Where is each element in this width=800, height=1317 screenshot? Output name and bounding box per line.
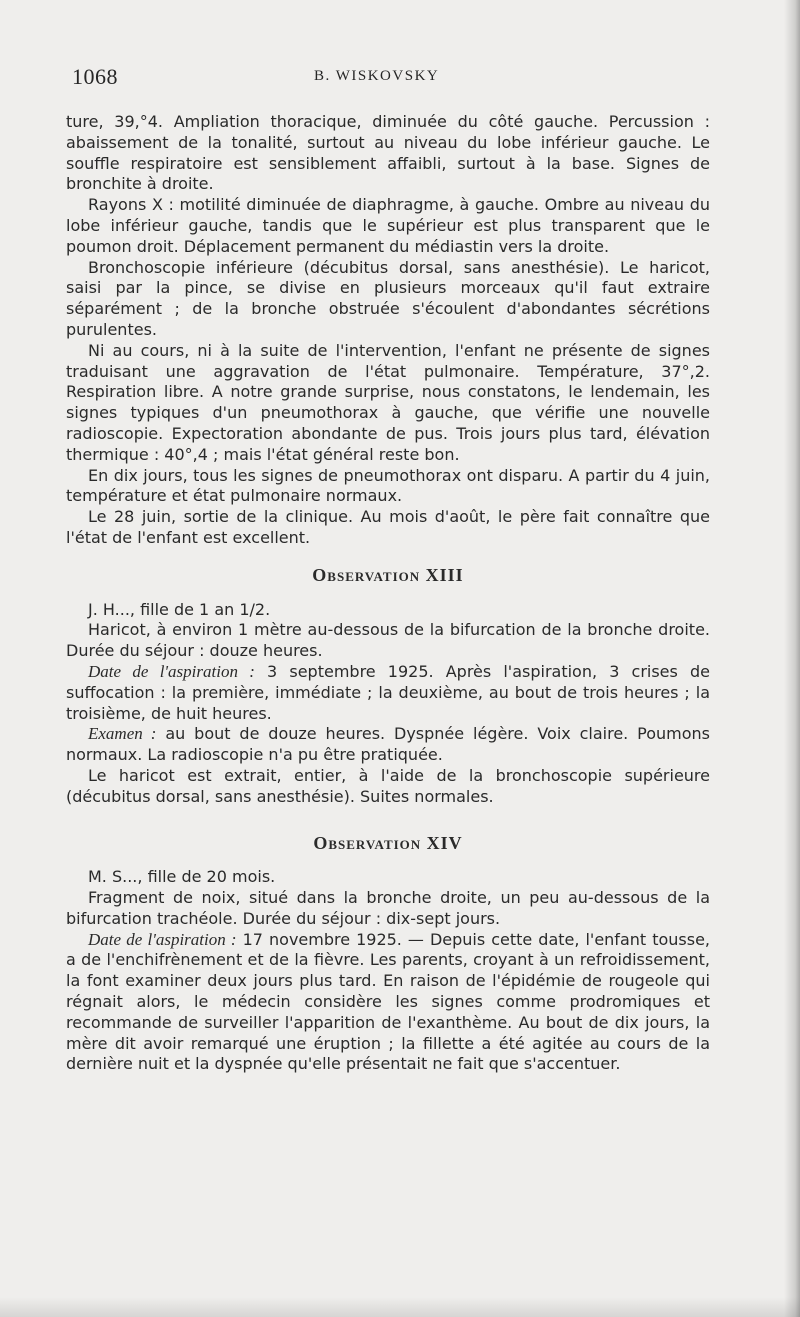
observation-13-description: Haricot, à environ 1 mètre au-dessous de la bifurcation de la bronche droite. Durée du séjour : douze heures. [66,620,710,661]
observation-13-exam-text: au bout de douze heures. Dyspnée légère. Voix claire. Poumons normaux. La radioscopie n'a pu être pratiquée. [66,724,711,765]
running-head: B. WISKOVSKY [314,68,440,84]
observation-13-patient: J. H..., fille de 1 an 1/2. [88,599,271,619]
observation-13-aspiration [66,662,710,724]
page-bottom-shadow [0,1297,800,1317]
page-number: 1068 [72,64,118,89]
observation-13-title: Observation XIII [312,564,464,585]
observation-14-aspiration-label: Date de l'aspiration : [88,929,237,949]
observation-13-exam-label: Examen : [88,724,157,744]
page-edge-shadow [784,0,800,1317]
observation-13-extraction: Le haricot est extrait, entier, à l'aide de la bronchoscopie supérieure (décubitus dorsal, sans anesthésie). Suites normales. [66,765,710,806]
body-text [66,112,710,1075]
page-header [72,62,712,90]
paragraph-continuation: ture, 39,°4. Ampliation thoracique, diminuée du côté gauche. Percussion : abaissement de la tonalité, surtout au niveau du lobe inférieur gauche. Le souffle respiratoire est sensiblement affaibli, surtout à la base. Signes de bronchite à droite. [66,112,710,194]
paragraph-bronchoscopie: Bronchoscopie inférieure (décubitus dorsal, sans anesthésie). Le haricot, saisi par la pince, se divise en plusieurs morceaux qu'il faut extraire séparément ; de la bronche obstruée s'écoulent d'abondantes sécrétions purulentes. [66,257,710,339]
observation-14-aspiration [66,930,710,1076]
observation-14-description: Fragment de noix, situé dans la bronche droite, un peu au-dessous de la bifurcation trachéole. Durée du séjour : dix-sept jours. [66,888,710,928]
observation-14-title: Observation XIV [313,832,463,853]
paragraph-dix-jours: En dix jours, tous les signes de pneumothorax ont disparu. A partir du 4 juin, température et état pulmonaire normaux. [66,465,710,506]
observation-13-aspiration-text: 3 septembre 1925. Après l'aspiration, 3 crises de suffocation : la première, immédiate ; la deuxième, au bout de trois heures ; la troisième, de huit heures. [66,661,710,723]
observation-14-aspiration-text: 17 novembre 1925. — Depuis cette date, l'enfant tousse, a de l'enchifrènement et de la fièvre. Les parents, croyant à un refroidissement, la font examiner deux jours plus tard. En raison de l'épidémie de rougeole qui régnait alors, le médecin considère les signes comme prodromiques et recommande de surveiller l'apparition de l'exanthème. Au bout de dix jours, la mère dit avoir remarqué une éruption ; la fillette a été agitée au cours de la dernière nuit et la dyspnée qu'elle présentait ne fait que s'accentuer. [66,929,710,1074]
observation-13-aspiration-label: Date de l'aspiration : [88,661,255,681]
observation-14-patient: M. S..., fille de 20 mois. [88,867,276,887]
paragraph-sortie: Le 28 juin, sortie de la clinique. Au mois d'août, le père fait connaître que l'état de l'enfant est excellent. [66,507,710,547]
observation-13-exam [66,724,710,766]
paragraph-rayons-x: Rayons X : motilité diminuée de diaphragme, à gauche. Ombre au niveau du lobe inférieur gauche, tandis que le supérieur est plus transparent que le poumon droit. Déplacement permanent du médiastin vers la droite. [66,195,710,256]
paragraph-intervention: Ni au cours, ni à la suite de l'intervention, l'enfant ne présente de signes traduisant une aggravation de l'état pulmonaire. Température, 37°,2. Respiration libre. A notre grande surprise, nous constatons, le lendemain, les signes typiques d'un pneumothorax à gauche, que vérifie une nouvelle radioscopie. Expectoration abondante de pus. Trois jours plus tard, élévation thermique : 40°,4 ; mais l'état général reste bon. [66,340,710,464]
